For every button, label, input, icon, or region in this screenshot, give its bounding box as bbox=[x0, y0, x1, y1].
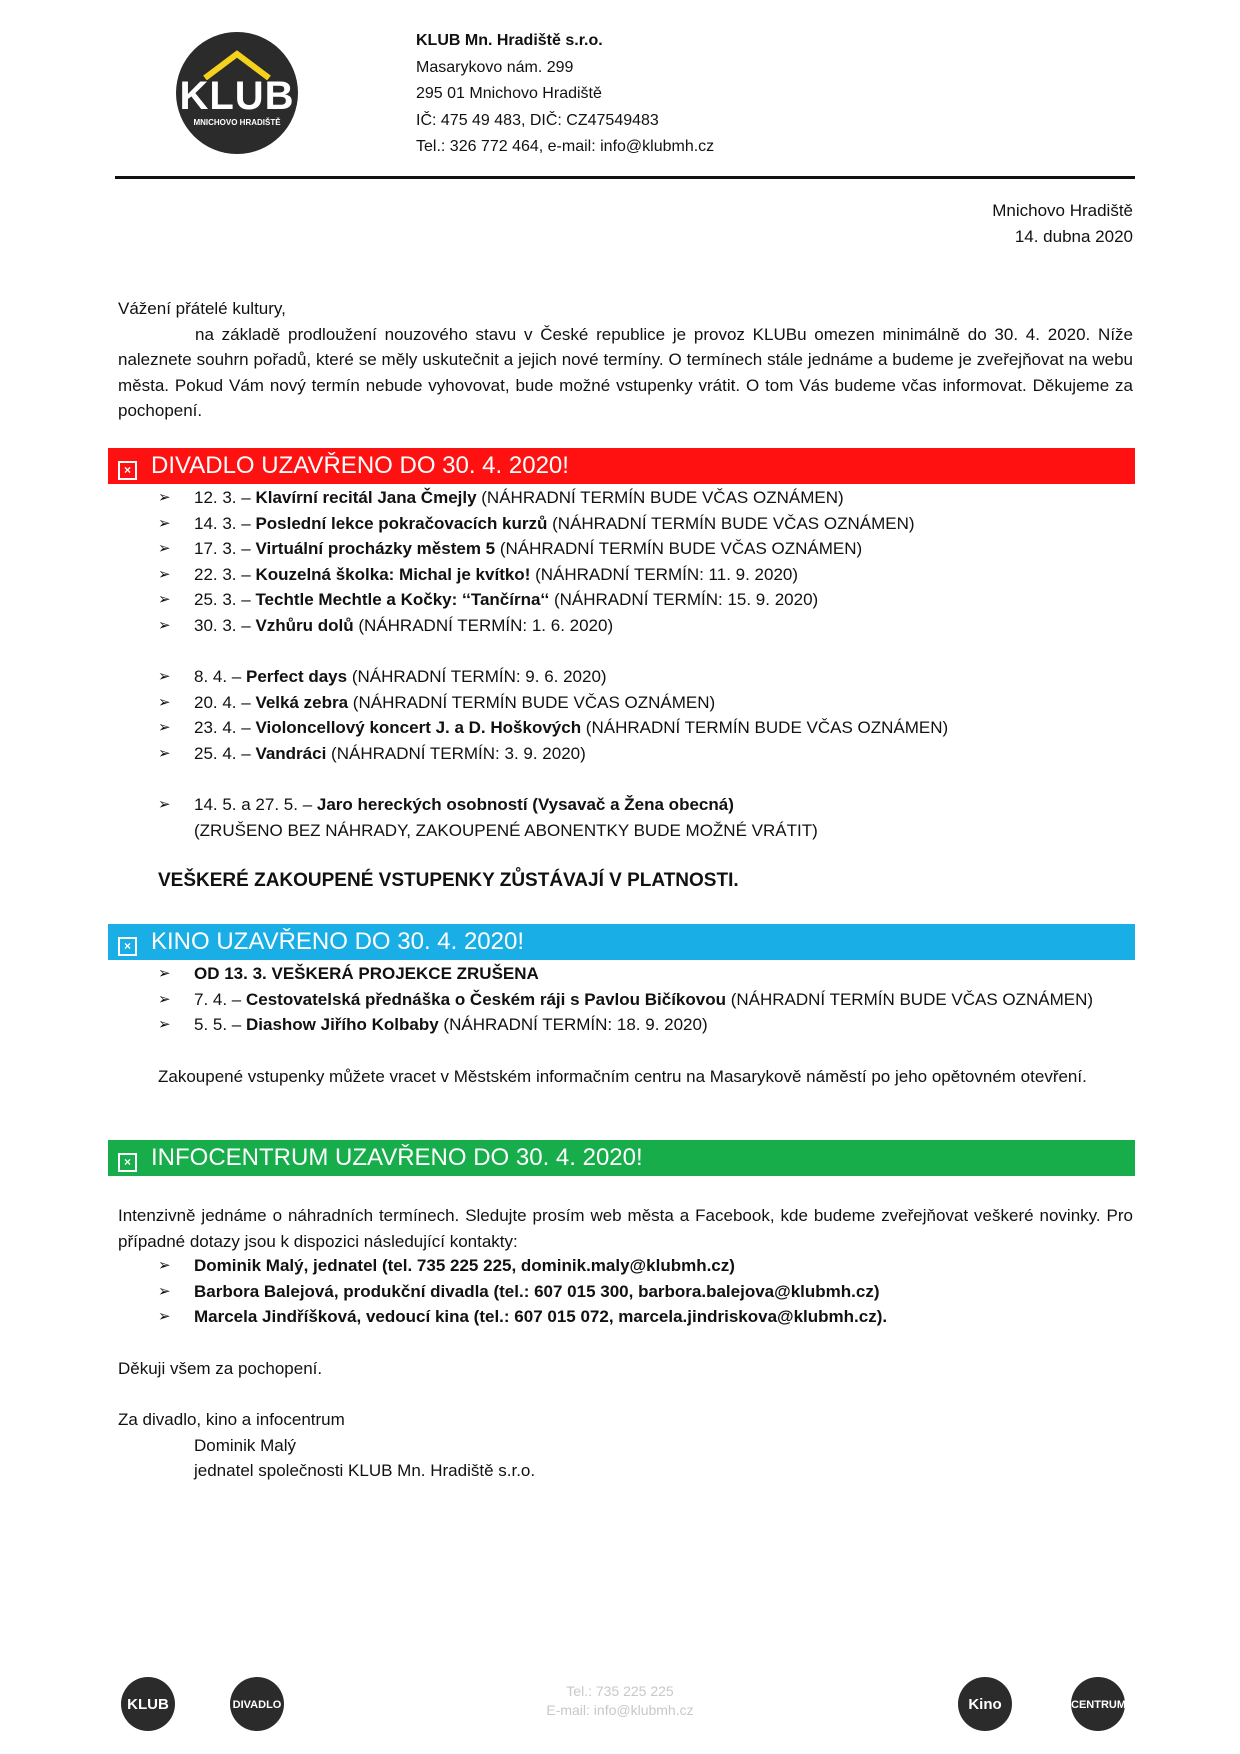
list-item: ➢ 30. 3. – Vzhůru dolů (NÁHRADNÍ TERMÍN: 1. 6. 2020) bbox=[158, 613, 915, 639]
footer-divadlo-logo: DIVADLO bbox=[230, 1677, 284, 1731]
list-item: ➢ 22. 3. – Kouzelná školka: Michal je kvítko! (NÁHRADNÍ TERMÍN: 11. 9. 2020) bbox=[158, 562, 915, 588]
divadlo-march-list bbox=[158, 485, 915, 639]
list-item: ➢ 17. 3. – Virtuální procházky městem 5 (NÁHRADNÍ TERMÍN BUDE VČAS OZNÁMEN) bbox=[158, 536, 915, 562]
list-item: ➢ 7. 4. – Cestovatelská přednáška o Českém ráji s Pavlou Bičíkovou (NÁHRADNÍ TERMÍN BUDE VČAS OZNÁMEN) bbox=[158, 987, 1093, 1013]
divadlo-heading: DIVADLO UZAVŘENO DO 30. 4. 2020! bbox=[151, 452, 569, 479]
intro bbox=[118, 296, 1133, 424]
klub-logo bbox=[176, 32, 298, 154]
thanks: Děkuji všem za pochopení. bbox=[118, 1359, 323, 1378]
footer-tel: Tel.: 735 225 225 bbox=[566, 1683, 674, 1699]
list-item: ➢ 25. 3. – Techtle Mechtle a Kočky: ‘‘Tančírna‘‘ (NÁHRADNÍ TERMÍN: 15. 9. 2020) bbox=[158, 587, 915, 613]
date-block bbox=[800, 198, 1133, 250]
tickets-valid-notice: VEŠKERÉ ZAKOUPENÉ VSTUPENKY ZŮSTÁVAJÍ V PLATNOSTI. bbox=[158, 870, 739, 891]
date-day: 14. dubna 2020 bbox=[1014, 227, 1133, 246]
footer-email: E-mail: info@klubmh.cz bbox=[546, 1702, 694, 1718]
checkbox-x-icon: × bbox=[118, 937, 137, 956]
intro-body: na základě prodloužení nouzového stavu v České republice je provoz KLUBu omezen minimálně do 30. 4. 2020. Níže naleznete souhrn pořadů, které se měly uskutečnit a jejich nové termíny. O termínech stále jednáme a budeme je zveřejňovat na webu města. Pokud Vám nový termín nebude vyhovovat, bude možné vstupenky vrátit. O tom Vás budeme včas informovat. Děkujeme za pochopení. bbox=[118, 324, 1133, 420]
infocentrum-text: Intenzivně jednáme o náhradních termínech. Sledujte prosím web města a Facebook, kde budeme zveřejňovat veškeré novinky. Pro případné dotazy jsou k dispozici následující kontakty: bbox=[118, 1206, 1133, 1251]
divadlo-april-list bbox=[158, 664, 948, 766]
footer-kino-logo: Kino bbox=[958, 1677, 1012, 1731]
signature-block bbox=[118, 1407, 1133, 1484]
footer-contact bbox=[480, 1682, 760, 1720]
footer-klub-logo: KLUB bbox=[121, 1677, 175, 1731]
checkbox-x-icon: × bbox=[118, 1153, 137, 1172]
company-contact: Tel.: 326 772 464, e-mail: info@klubmh.cz bbox=[416, 138, 715, 155]
contact-item: ➢ Dominik Malý, jednatel (tel. 735 225 225, dominik.maly@klubmh.cz) bbox=[158, 1253, 887, 1279]
signature-from: Za divadlo, kino a infocentrum bbox=[118, 1410, 345, 1429]
address-line-1: Masarykovo nám. 299 bbox=[416, 58, 574, 76]
kino-list bbox=[158, 961, 1093, 1038]
list-item: ➢ 12. 3. – Klavírní recitál Jana Čmejly (NÁHRADNÍ TERMÍN BUDE VČAS OZNÁMEN) bbox=[158, 485, 915, 511]
list-item: ➢ 14. 3. – Poslední lekce pokračovacích kurzů (NÁHRADNÍ TERMÍN BUDE VČAS OZNÁMEN) bbox=[158, 511, 915, 537]
company-ids: IČ: 475 49 483, DIČ: CZ47549483 bbox=[416, 111, 659, 129]
contacts-list bbox=[158, 1253, 887, 1330]
date-place: Mnichovo Hradiště bbox=[992, 201, 1133, 220]
greeting: Vážení přátelé kultury, bbox=[118, 299, 286, 318]
checkbox-x-icon: × bbox=[118, 461, 137, 480]
company-name: KLUB Mn. Hradiště s.r.o. bbox=[416, 32, 603, 49]
divadlo-heading-bar bbox=[108, 448, 1135, 484]
list-item: ➢ OD 13. 3. VEŠKERÁ PROJEKCE ZRUŠENA bbox=[158, 961, 1093, 987]
contact-item: ➢ Barbora Balejová, produkční divadla (tel.: 607 015 300, barbora.balejova@klubmh.cz) bbox=[158, 1279, 887, 1305]
list-item: ➢ 14. 5. a 27. 5. – Jaro hereckých osobností (Vysavač a Žena obecná) (ZRUŠENO BEZ NÁHRADY, ZAKOUPENÉ ABONENTKY BUDE MOŽNÉ VRÁTIT) bbox=[158, 792, 818, 843]
infocentrum-heading: INFOCENTRUM UZAVŘENO DO 30. 4. 2020! bbox=[151, 1144, 643, 1171]
list-item: ➢ 20. 4. – Velká zebra (NÁHRADNÍ TERMÍN BUDE VČAS OZNÁMEN) bbox=[158, 690, 948, 716]
kino-refund-text: Zakoupené vstupenky můžete vracet v Městském informačním centru na Masarykově náměstí po jeho opětovném otevření. bbox=[158, 1067, 1087, 1086]
footer-infocentrum-logo: CENTRUM bbox=[1071, 1677, 1125, 1731]
signer-role: jednatel společnosti KLUB Mn. Hradiště s.r.o. bbox=[194, 1461, 536, 1480]
divadlo-may-list bbox=[158, 792, 818, 843]
list-item: ➢ 25. 4. – Vandráci (NÁHRADNÍ TERMÍN: 3. 9. 2020) bbox=[158, 741, 948, 767]
company-header bbox=[416, 28, 714, 161]
list-item: ➢ 8. 4. – Perfect days (NÁHRADNÍ TERMÍN: 9. 6. 2020) bbox=[158, 664, 948, 690]
logo-subtext: MNICHOVO HRADIŠTĚ bbox=[193, 118, 281, 127]
header-divider bbox=[115, 176, 1135, 179]
address-line-2: 295 01 Mnichovo Hradiště bbox=[416, 85, 602, 102]
kino-heading-bar bbox=[108, 924, 1135, 960]
kino-heading: KINO UZAVŘENO DO 30. 4. 2020! bbox=[151, 928, 525, 955]
infocentrum-heading-bar bbox=[108, 1140, 1135, 1176]
signer-name: Dominik Malý bbox=[194, 1435, 297, 1455]
list-item: ➢ 5. 5. – Diashow Jiřího Kolbaby (NÁHRADNÍ TERMÍN: 18. 9. 2020) bbox=[158, 1012, 1093, 1038]
contact-item: ➢ Marcela Jindříšková, vedoucí kina (tel.: 607 015 072, marcela.jindriskova@klubmh.cz). bbox=[158, 1304, 887, 1330]
list-item: ➢ 23. 4. – Violoncellový koncert J. a D. Hoškových (NÁHRADNÍ TERMÍN BUDE VČAS OZNÁMEN) bbox=[158, 715, 948, 741]
logo-text: KLUB bbox=[179, 74, 295, 118]
